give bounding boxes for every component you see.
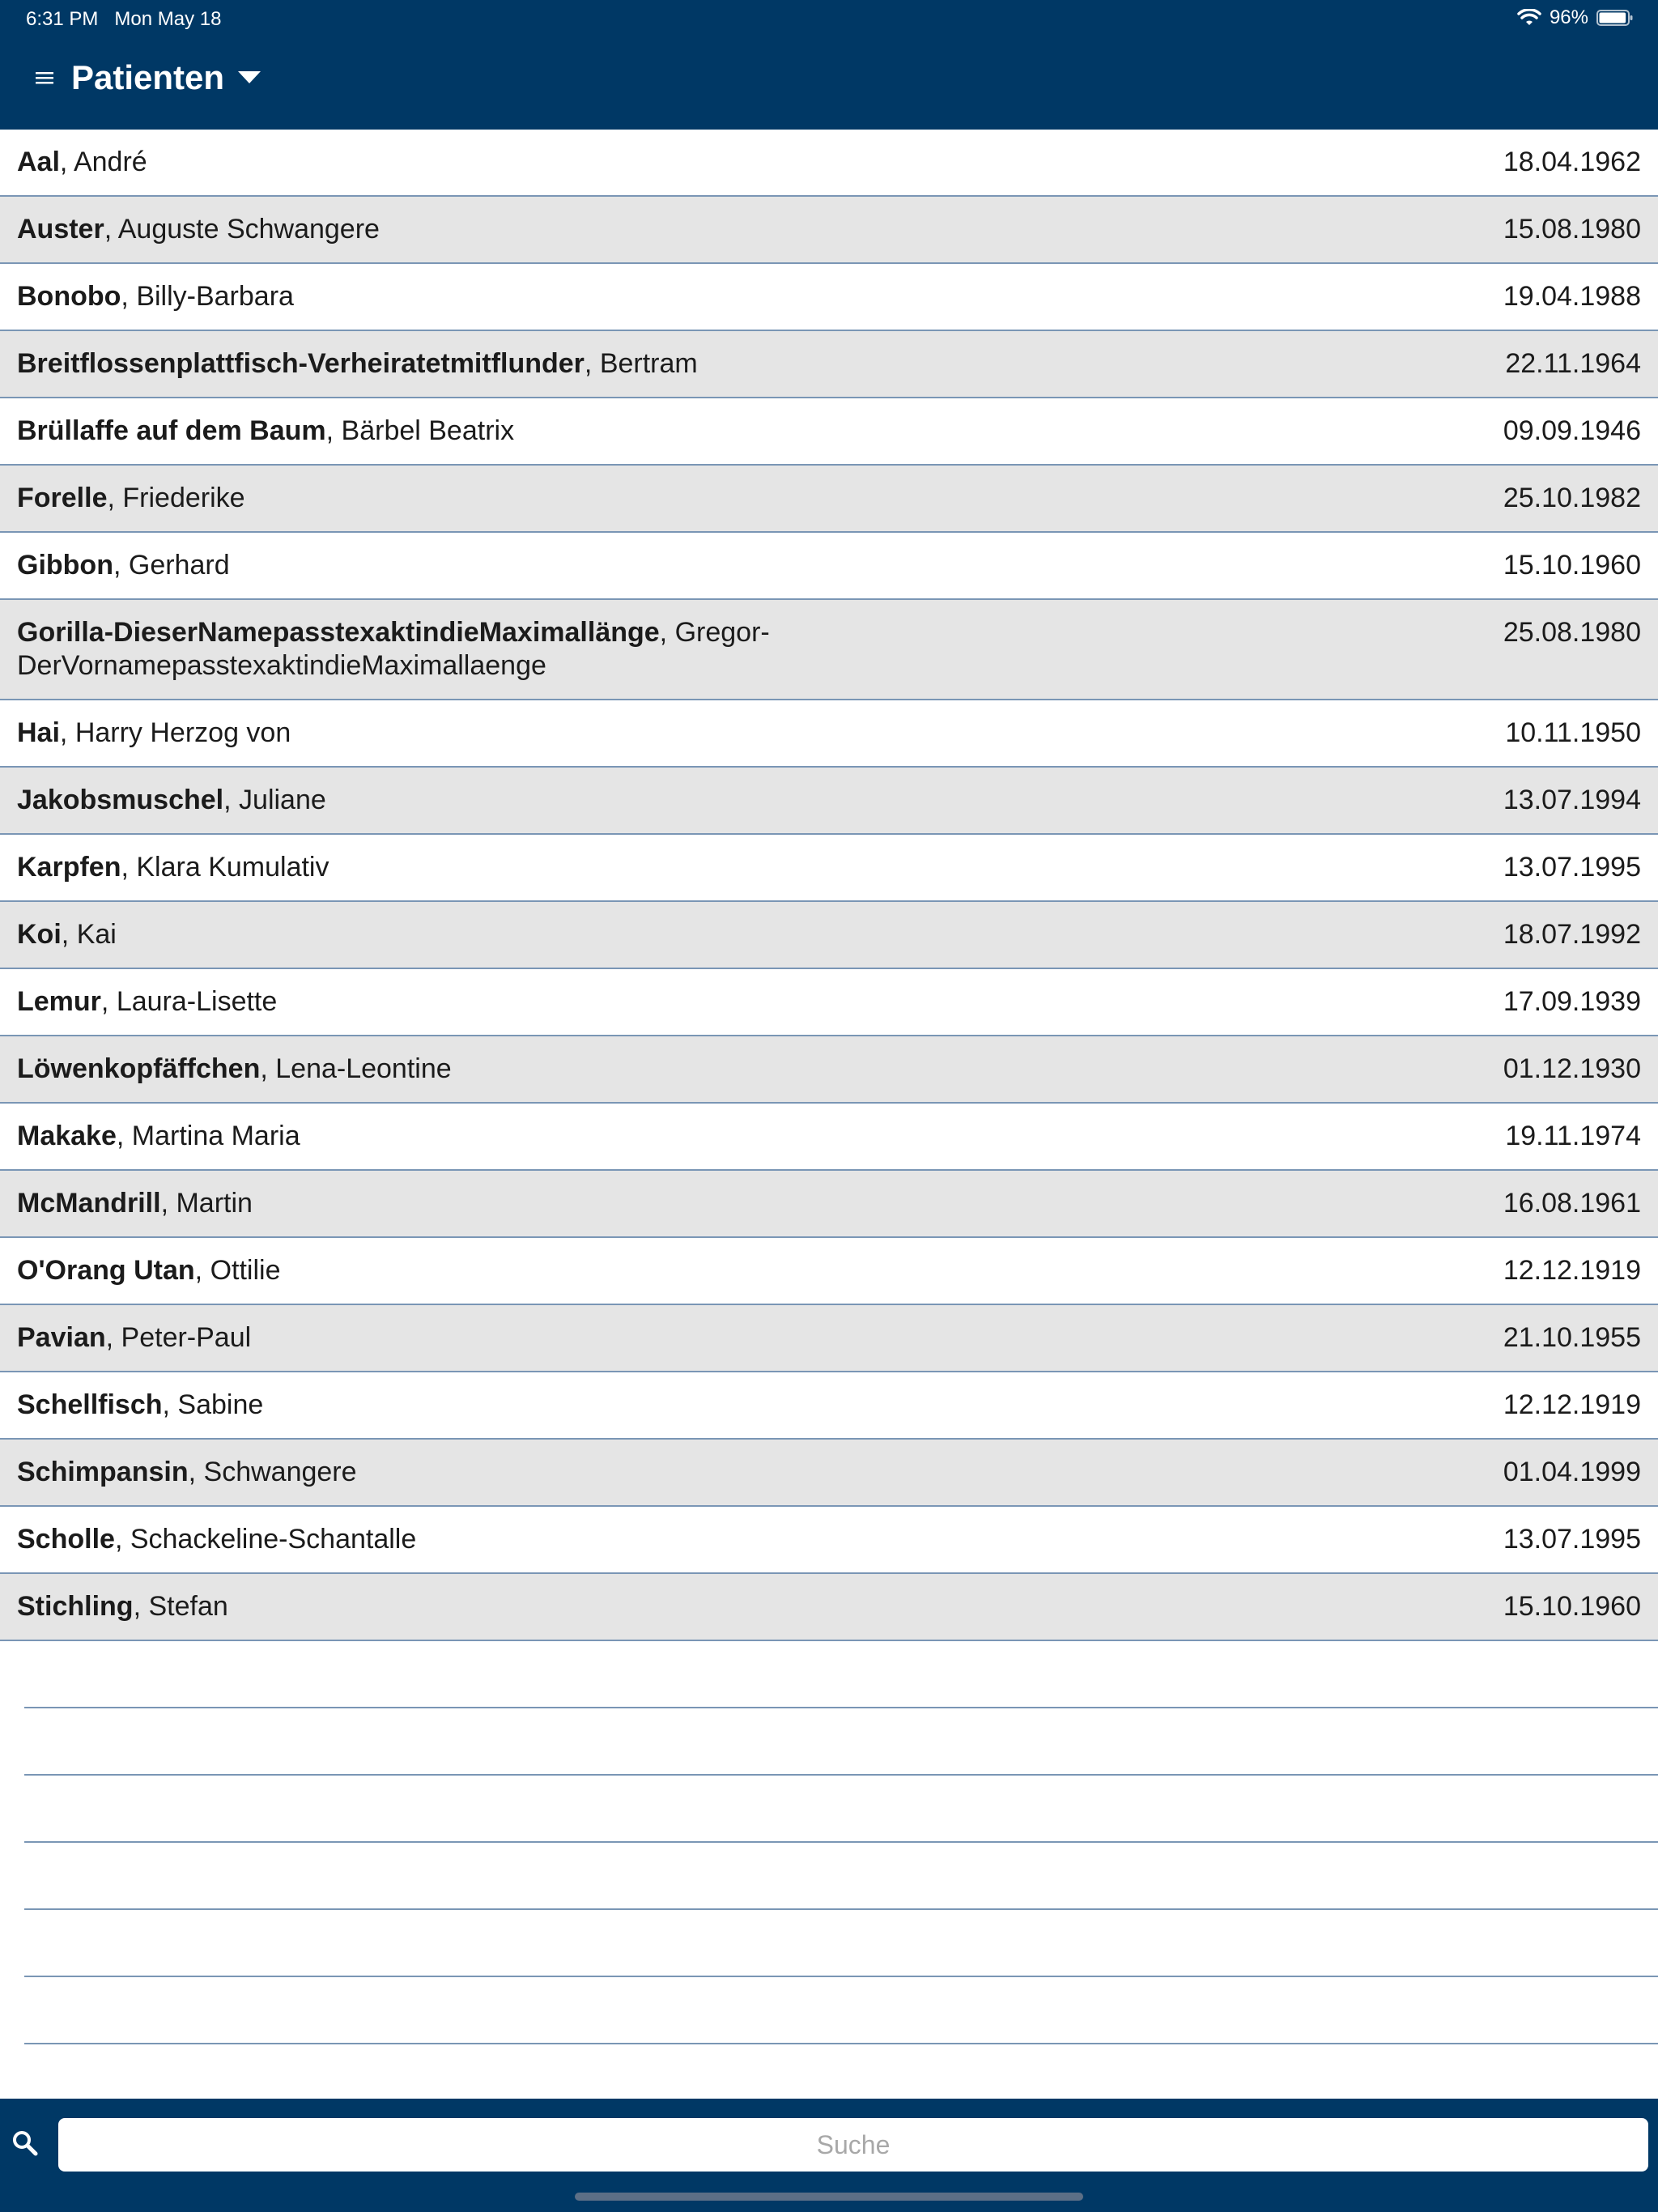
patient-lastname: Hai — [17, 717, 60, 748]
patient-birthdate: 13.07.1994 — [1503, 785, 1641, 815]
patient-lastname: Jakobsmuschel — [17, 785, 224, 815]
name-separator: , — [116, 1121, 132, 1151]
patient-name — [17, 717, 827, 750]
status-time-date — [26, 8, 221, 31]
name-separator: , — [107, 483, 123, 513]
patient-birthdate: 17.09.1939 — [1503, 986, 1641, 1017]
patient-firstname: Billy-Barbara — [136, 281, 294, 312]
home-indicator — [575, 2193, 1083, 2201]
patient-birthdate: 22.11.1964 — [1505, 348, 1641, 379]
page-title[interactable]: Patienten — [71, 58, 225, 96]
empty-row-separator — [24, 1910, 1658, 1977]
empty-row-separator — [24, 1776, 1658, 1843]
name-separator: , — [121, 852, 137, 883]
patient-lastname: Karpfen — [17, 852, 121, 883]
name-separator: , — [194, 1255, 210, 1286]
patient-lastname: O'Orang Utan — [17, 1255, 195, 1286]
patient-lastname: Makake — [17, 1121, 117, 1151]
patient-lastname: Schimpansin — [17, 1457, 189, 1487]
patient-row[interactable] — [0, 398, 1658, 466]
patient-row[interactable] — [0, 700, 1658, 768]
patient-name — [17, 146, 827, 179]
patient-firstname: Martina Maria — [131, 1121, 300, 1151]
patient-name — [17, 918, 827, 951]
patient-lastname: Koi — [17, 919, 62, 950]
patient-lastname: Forelle — [17, 483, 108, 513]
battery-icon — [1596, 9, 1634, 27]
patient-birthdate: 09.09.1946 — [1503, 415, 1641, 446]
empty-list-area — [0, 1641, 1658, 2044]
patient-birthdate: 25.10.1982 — [1503, 483, 1641, 513]
patient-name — [17, 985, 827, 1019]
patient-name — [17, 482, 827, 515]
patient-name — [17, 1590, 827, 1623]
patient-row[interactable] — [0, 1238, 1658, 1305]
patient-name — [17, 1187, 827, 1220]
name-separator: , — [59, 717, 75, 748]
name-separator: , — [659, 617, 675, 648]
name-separator: , — [188, 1457, 204, 1487]
empty-row-separator — [24, 1843, 1658, 1910]
patient-row[interactable] — [0, 1104, 1658, 1171]
hamburger-menu-icon[interactable] — [31, 64, 58, 91]
patient-birthdate: 13.07.1995 — [1503, 852, 1641, 883]
search-bar — [0, 2099, 1658, 2212]
name-separator: , — [584, 348, 600, 379]
patient-birthdate: 19.11.1974 — [1505, 1121, 1641, 1151]
status-bar — [0, 0, 1658, 39]
wifi-icon — [1517, 9, 1541, 27]
name-separator: , — [59, 147, 74, 177]
patient-row[interactable] — [0, 902, 1658, 969]
patient-row[interactable] — [0, 1574, 1658, 1641]
patient-row[interactable] — [0, 969, 1658, 1036]
patient-list — [0, 130, 1658, 1641]
patient-birthdate: 18.07.1992 — [1503, 919, 1641, 950]
patient-firstname: Klara Kumulativ — [136, 852, 329, 883]
patient-lastname: Bonobo — [17, 281, 121, 312]
patient-row[interactable] — [0, 1171, 1658, 1238]
patient-birthdate: 01.12.1930 — [1503, 1053, 1641, 1084]
patient-row[interactable] — [0, 1305, 1658, 1372]
patient-name — [17, 213, 827, 246]
patient-firstname: Stefan — [148, 1591, 228, 1622]
patient-lastname: Auster — [17, 214, 104, 245]
patient-name — [17, 1053, 827, 1086]
patient-firstname: Juliane — [239, 785, 326, 815]
patient-birthdate: 25.08.1980 — [1503, 617, 1641, 648]
patient-name — [17, 280, 827, 313]
name-separator: , — [160, 1188, 176, 1219]
patient-firstname: Sabine — [177, 1389, 264, 1420]
patient-name — [17, 1523, 827, 1556]
patient-row[interactable] — [0, 197, 1658, 264]
patient-row[interactable] — [0, 264, 1658, 331]
name-separator: , — [114, 1524, 130, 1555]
caret-down-icon[interactable] — [237, 66, 261, 90]
status-indicators — [1517, 6, 1634, 29]
nav-bar — [0, 45, 261, 110]
patient-lastname: Lemur — [17, 986, 101, 1017]
patient-name — [17, 616, 827, 683]
patient-name — [17, 1321, 827, 1355]
name-separator: , — [121, 281, 137, 312]
patient-firstname: Lena-Leontine — [275, 1053, 452, 1084]
patient-firstname: Peter-Paul — [121, 1322, 252, 1353]
patient-row[interactable] — [0, 1507, 1658, 1574]
patient-firstname: Laura-Lisette — [116, 986, 278, 1017]
patient-row[interactable] — [0, 130, 1658, 197]
patient-row[interactable] — [0, 1036, 1658, 1104]
patient-firstname: André — [73, 147, 147, 177]
patient-lastname: Breitflossenplattfisch-Verheiratetmitflunder — [17, 348, 585, 379]
patient-birthdate: 18.04.1962 — [1503, 147, 1641, 177]
empty-row-separator — [24, 1977, 1658, 2044]
patient-birthdate: 12.12.1919 — [1503, 1255, 1641, 1286]
patient-name — [17, 415, 827, 448]
header-bar — [0, 0, 1658, 130]
patient-name — [17, 1254, 827, 1287]
patient-row[interactable] — [0, 533, 1658, 600]
name-separator: , — [100, 986, 117, 1017]
search-icon — [11, 2129, 39, 2157]
empty-row-separator — [24, 1708, 1658, 1776]
name-separator: , — [104, 214, 118, 245]
patient-row[interactable] — [0, 835, 1658, 902]
patient-row[interactable] — [0, 1440, 1658, 1507]
patient-row[interactable] — [0, 331, 1658, 398]
patient-firstname: Kai — [76, 919, 117, 950]
patient-name — [17, 784, 827, 817]
status-time: 6:31 PM — [26, 8, 99, 30]
patient-name — [17, 1120, 827, 1153]
name-separator: , — [325, 415, 342, 446]
patient-row[interactable] — [0, 768, 1658, 835]
name-separator: , — [162, 1389, 178, 1420]
name-separator: , — [61, 919, 77, 950]
patient-birthdate: 10.11.1950 — [1505, 717, 1641, 748]
patient-firstname: Ottilie — [210, 1255, 281, 1286]
patient-lastname: Löwenkopfäffchen — [17, 1053, 261, 1084]
patient-firstname: Gerhard — [128, 550, 230, 581]
patient-firstname: Martin — [176, 1188, 253, 1219]
patient-birthdate: 12.12.1919 — [1503, 1389, 1641, 1420]
patient-name — [17, 549, 827, 582]
patient-lastname: Gibbon — [17, 550, 113, 581]
patient-lastname: Aal — [17, 147, 60, 177]
patient-lastname: Scholle — [17, 1524, 115, 1555]
name-separator: , — [105, 1322, 121, 1353]
patient-birthdate: 13.07.1995 — [1503, 1524, 1641, 1555]
patient-firstname: Bertram — [599, 348, 698, 379]
patient-birthdate: 15.10.1960 — [1503, 550, 1641, 581]
patient-lastname: Gorilla-DieserNamepasstexaktindieMaximallänge — [17, 617, 660, 648]
status-date: Mon May 18 — [114, 8, 222, 30]
patient-firstname: Auguste Schwangere — [117, 214, 380, 245]
battery-percent: 96% — [1549, 6, 1588, 28]
patient-birthdate: 01.04.1999 — [1503, 1457, 1641, 1487]
patient-lastname: McMandrill — [17, 1188, 161, 1219]
patient-firstname: Schackeline-Schantalle — [130, 1524, 417, 1555]
patient-name — [17, 1389, 827, 1422]
empty-row-separator — [24, 1641, 1658, 1708]
patient-name — [17, 347, 827, 381]
patient-firstname: Bärbel Beatrix — [341, 415, 515, 446]
name-separator: , — [223, 785, 240, 815]
patient-row[interactable] — [0, 600, 1658, 700]
patient-birthdate: 16.08.1961 — [1503, 1188, 1641, 1219]
patient-firstname: Friederike — [122, 483, 245, 513]
patient-birthdate: 15.08.1980 — [1503, 214, 1641, 245]
name-separator: , — [133, 1591, 149, 1622]
patient-lastname: Schellfisch — [17, 1389, 163, 1420]
name-separator: , — [113, 550, 129, 581]
patient-birthdate: 19.04.1988 — [1503, 281, 1641, 312]
patient-lastname: Stichling — [17, 1591, 134, 1622]
name-separator: , — [260, 1053, 276, 1084]
patient-row[interactable] — [0, 466, 1658, 533]
patient-firstname: Harry Herzog von — [74, 717, 291, 748]
patient-firstname: Gregor-DerVornamepasstexaktindieMaximallaenge — [17, 617, 770, 681]
patient-row[interactable] — [0, 1372, 1658, 1440]
patient-name — [17, 851, 827, 884]
patient-lastname: Pavian — [17, 1322, 106, 1353]
patient-birthdate: 15.10.1960 — [1503, 1591, 1641, 1622]
patient-birthdate: 21.10.1955 — [1503, 1322, 1641, 1353]
search-input[interactable] — [58, 2118, 1648, 2172]
patient-lastname: Brüllaffe auf dem Baum — [17, 415, 326, 446]
patient-name — [17, 1456, 827, 1489]
patient-firstname: Schwangere — [203, 1457, 357, 1487]
